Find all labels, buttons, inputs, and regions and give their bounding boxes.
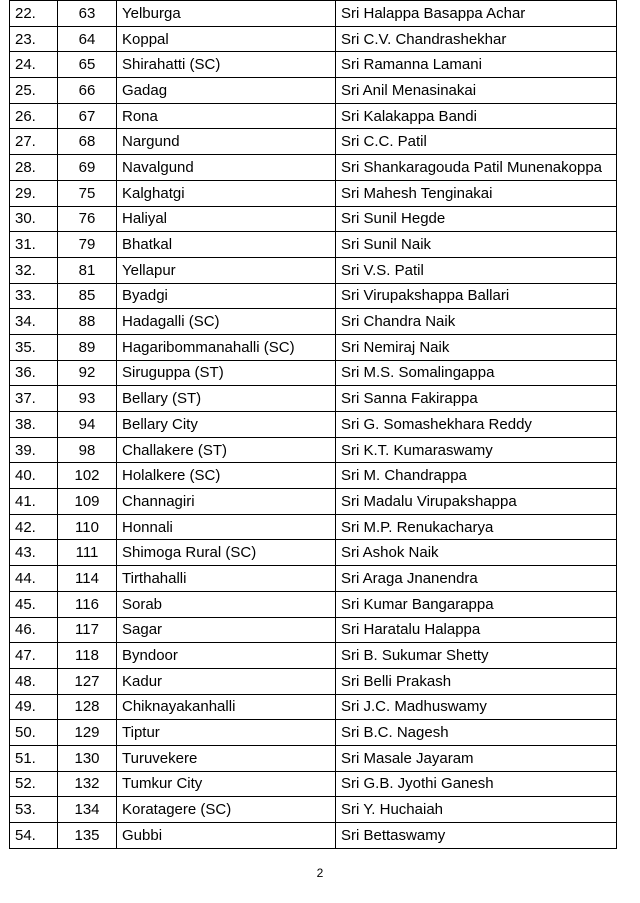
constituency-name-cell: Kadur <box>117 668 336 694</box>
candidate-name-cell: Sri Sunil Naik <box>336 232 617 258</box>
candidate-name-cell: Sri M.S. Somalingappa <box>336 360 617 386</box>
constituency-name-cell: Siruguppa (ST) <box>117 360 336 386</box>
table-row <box>10 463 617 489</box>
table-row <box>10 129 617 155</box>
candidate-name-cell: Sri K.T. Kumaraswamy <box>336 437 617 463</box>
serial-number-cell: 46. <box>10 617 58 643</box>
candidate-name-cell: Sri Nemiraj Naik <box>336 334 617 360</box>
constituency-name-cell: Haliyal <box>117 206 336 232</box>
constituency-number-cell: 65 <box>58 52 117 78</box>
constituency-number-cell: 79 <box>58 232 117 258</box>
constituency-name-cell: Sagar <box>117 617 336 643</box>
constituency-name-cell: Koppal <box>117 26 336 52</box>
constituency-name-cell: Byadgi <box>117 283 336 309</box>
table-row <box>10 489 617 515</box>
constituency-name-cell: Honnali <box>117 514 336 540</box>
constituency-name-cell: Nargund <box>117 129 336 155</box>
serial-number-cell: 30. <box>10 206 58 232</box>
serial-number-cell: 44. <box>10 566 58 592</box>
constituency-number-cell: 116 <box>58 591 117 617</box>
table-row <box>10 180 617 206</box>
table-row <box>10 155 617 181</box>
candidate-name-cell: Sri C.C. Patil <box>336 129 617 155</box>
table-row <box>10 540 617 566</box>
candidate-name-cell: Sri Kumar Bangarappa <box>336 591 617 617</box>
constituency-name-cell: Sorab <box>117 591 336 617</box>
serial-number-cell: 23. <box>10 26 58 52</box>
serial-number-cell: 24. <box>10 52 58 78</box>
constituency-number-cell: 85 <box>58 283 117 309</box>
candidate-name-cell: Sri Sanna Fakirappa <box>336 386 617 412</box>
serial-number-cell: 41. <box>10 489 58 515</box>
serial-number-cell: 36. <box>10 360 58 386</box>
candidate-name-cell: Sri Masale Jayaram <box>336 745 617 771</box>
table-row <box>10 694 617 720</box>
serial-number-cell: 45. <box>10 591 58 617</box>
constituency-number-cell: 135 <box>58 823 117 849</box>
table-row <box>10 745 617 771</box>
candidate-name-cell: Sri M.P. Renukacharya <box>336 514 617 540</box>
constituency-name-cell: Koratagere (SC) <box>117 797 336 823</box>
constituency-name-cell: Bhatkal <box>117 232 336 258</box>
constituency-number-cell: 76 <box>58 206 117 232</box>
constituency-name-cell: Kalghatgi <box>117 180 336 206</box>
serial-number-cell: 33. <box>10 283 58 309</box>
serial-number-cell: 34. <box>10 309 58 335</box>
constituency-number-cell: 127 <box>58 668 117 694</box>
serial-number-cell: 54. <box>10 823 58 849</box>
table-row <box>10 617 617 643</box>
constituency-number-cell: 117 <box>58 617 117 643</box>
table-row <box>10 591 617 617</box>
candidate-name-cell: Sri Belli Prakash <box>336 668 617 694</box>
serial-number-cell: 26. <box>10 103 58 129</box>
table-row <box>10 257 617 283</box>
candidate-name-cell: Sri Araga Jnanendra <box>336 566 617 592</box>
serial-number-cell: 39. <box>10 437 58 463</box>
serial-number-cell: 47. <box>10 643 58 669</box>
constituency-name-cell: Chiknayakanhalli <box>117 694 336 720</box>
serial-number-cell: 35. <box>10 334 58 360</box>
constituency-name-cell: Holalkere (SC) <box>117 463 336 489</box>
serial-number-cell: 32. <box>10 257 58 283</box>
constituency-name-cell: Yelburga <box>117 1 336 27</box>
table-row <box>10 823 617 849</box>
candidate-name-cell: Sri B.C. Nagesh <box>336 720 617 746</box>
candidate-name-cell: Sri Ashok Naik <box>336 540 617 566</box>
constituency-number-cell: 89 <box>58 334 117 360</box>
constituency-number-cell: 98 <box>58 437 117 463</box>
candidate-name-cell: Sri Mahesh Tenginakai <box>336 180 617 206</box>
constituency-number-cell: 81 <box>58 257 117 283</box>
candidate-name-cell: Sri Y. Huchaiah <box>336 797 617 823</box>
table-row <box>10 103 617 129</box>
constituency-name-cell: Navalgund <box>117 155 336 181</box>
constituency-number-cell: 102 <box>58 463 117 489</box>
constituency-name-cell: Bellary City <box>117 412 336 438</box>
constituency-number-cell: 134 <box>58 797 117 823</box>
constituency-name-cell: Byndoor <box>117 643 336 669</box>
constituency-number-cell: 111 <box>58 540 117 566</box>
serial-number-cell: 50. <box>10 720 58 746</box>
candidate-name-cell: Sri Bettaswamy <box>336 823 617 849</box>
constituency-name-cell: Challakere (ST) <box>117 437 336 463</box>
table-row <box>10 386 617 412</box>
constituency-number-cell: 75 <box>58 180 117 206</box>
candidate-name-cell: Sri C.V. Chandrashekhar <box>336 26 617 52</box>
constituency-number-cell: 64 <box>58 26 117 52</box>
constituency-number-cell: 88 <box>58 309 117 335</box>
candidate-name-cell: Sri Anil Menasinakai <box>336 78 617 104</box>
serial-number-cell: 52. <box>10 771 58 797</box>
candidate-name-cell: Sri G.B. Jyothi Ganesh <box>336 771 617 797</box>
serial-number-cell: 42. <box>10 514 58 540</box>
table-row <box>10 797 617 823</box>
candidate-name-cell: Sri Madalu Virupakshappa <box>336 489 617 515</box>
constituency-number-cell: 93 <box>58 386 117 412</box>
constituency-number-cell: 128 <box>58 694 117 720</box>
candidates-table <box>9 0 617 849</box>
table-row <box>10 360 617 386</box>
candidate-name-cell: Sri Chandra Naik <box>336 309 617 335</box>
constituency-name-cell: Hadagalli (SC) <box>117 309 336 335</box>
constituency-number-cell: 130 <box>58 745 117 771</box>
constituency-name-cell: Shirahatti (SC) <box>117 52 336 78</box>
constituency-number-cell: 67 <box>58 103 117 129</box>
table-row <box>10 668 617 694</box>
constituency-number-cell: 63 <box>58 1 117 27</box>
candidate-name-cell: Sri Halappa Basappa Achar <box>336 1 617 27</box>
candidate-name-cell: Sri M. Chandrappa <box>336 463 617 489</box>
constituency-name-cell: Gubbi <box>117 823 336 849</box>
candidate-name-cell: Sri V.S. Patil <box>336 257 617 283</box>
table-row <box>10 412 617 438</box>
constituency-number-cell: 69 <box>58 155 117 181</box>
table-row <box>10 206 617 232</box>
constituency-number-cell: 66 <box>58 78 117 104</box>
table-row <box>10 566 617 592</box>
candidate-name-cell: Sri Ramanna Lamani <box>336 52 617 78</box>
table-row <box>10 720 617 746</box>
table-row <box>10 52 617 78</box>
constituency-name-cell: Yellapur <box>117 257 336 283</box>
table-row <box>10 643 617 669</box>
constituency-name-cell: Tiptur <box>117 720 336 746</box>
page-number: 2 <box>316 866 324 880</box>
table-row <box>10 232 617 258</box>
serial-number-cell: 29. <box>10 180 58 206</box>
constituency-name-cell: Rona <box>117 103 336 129</box>
table-row <box>10 771 617 797</box>
table-row <box>10 78 617 104</box>
candidate-name-cell: Sri Virupakshappa Ballari <box>336 283 617 309</box>
table-row <box>10 283 617 309</box>
constituency-name-cell: Turuvekere <box>117 745 336 771</box>
table-row <box>10 1 617 27</box>
candidate-name-cell: Sri Sunil Hegde <box>336 206 617 232</box>
candidate-name-cell: Sri B. Sukumar Shetty <box>336 643 617 669</box>
table-row <box>10 437 617 463</box>
constituency-number-cell: 118 <box>58 643 117 669</box>
table-row <box>10 26 617 52</box>
serial-number-cell: 53. <box>10 797 58 823</box>
candidate-name-cell: Sri Shankaragouda Patil Munenakoppa <box>336 155 617 181</box>
constituency-name-cell: Shimoga Rural (SC) <box>117 540 336 566</box>
table-row <box>10 514 617 540</box>
constituency-number-cell: 110 <box>58 514 117 540</box>
constituency-name-cell: Tirthahalli <box>117 566 336 592</box>
serial-number-cell: 25. <box>10 78 58 104</box>
serial-number-cell: 51. <box>10 745 58 771</box>
constituency-name-cell: Hagaribommanahalli (SC) <box>117 334 336 360</box>
constituency-name-cell: Channagiri <box>117 489 336 515</box>
constituency-name-cell: Tumkur City <box>117 771 336 797</box>
constituency-number-cell: 109 <box>58 489 117 515</box>
constituency-name-cell: Bellary (ST) <box>117 386 336 412</box>
candidates-table-body <box>10 1 617 849</box>
serial-number-cell: 27. <box>10 129 58 155</box>
constituency-number-cell: 132 <box>58 771 117 797</box>
constituency-number-cell: 129 <box>58 720 117 746</box>
constituency-number-cell: 94 <box>58 412 117 438</box>
candidate-name-cell: Sri G. Somashekhara Reddy <box>336 412 617 438</box>
constituency-number-cell: 114 <box>58 566 117 592</box>
serial-number-cell: 49. <box>10 694 58 720</box>
candidate-name-cell: Sri Haratalu Halappa <box>336 617 617 643</box>
serial-number-cell: 43. <box>10 540 58 566</box>
table-row <box>10 334 617 360</box>
candidate-name-cell: Sri Kalakappa Bandi <box>336 103 617 129</box>
serial-number-cell: 48. <box>10 668 58 694</box>
table-row <box>10 309 617 335</box>
constituency-name-cell: Gadag <box>117 78 336 104</box>
constituency-number-cell: 92 <box>58 360 117 386</box>
constituency-number-cell: 68 <box>58 129 117 155</box>
serial-number-cell: 40. <box>10 463 58 489</box>
candidate-name-cell: Sri J.C. Madhuswamy <box>336 694 617 720</box>
serial-number-cell: 22. <box>10 1 58 27</box>
serial-number-cell: 28. <box>10 155 58 181</box>
serial-number-cell: 31. <box>10 232 58 258</box>
serial-number-cell: 38. <box>10 412 58 438</box>
serial-number-cell: 37. <box>10 386 58 412</box>
